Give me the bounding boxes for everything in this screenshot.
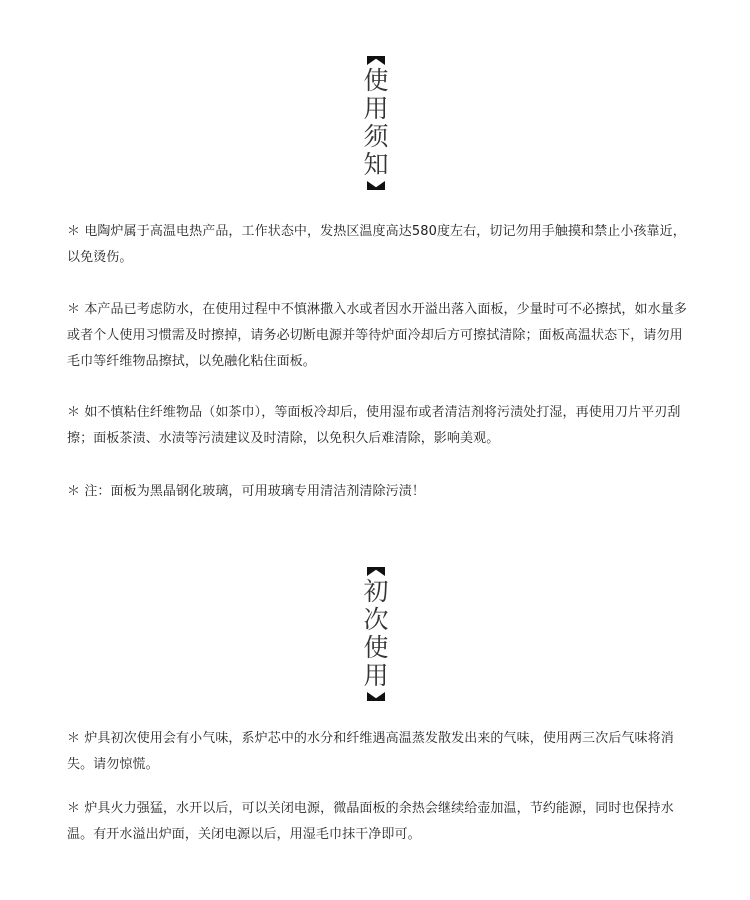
heading-char: 用 [363, 661, 389, 690]
section-heading-first-use [361, 567, 391, 701]
heading-char: 使 [363, 633, 389, 662]
bracket-bottom-icon [367, 692, 385, 701]
heading-char: 次 [363, 605, 389, 634]
heading-text [363, 65, 388, 181]
heading-char: 初 [363, 577, 389, 606]
heading-char: 使 [363, 66, 389, 95]
heading-text [363, 576, 388, 692]
heading-char: 知 [363, 150, 389, 179]
paragraph-fiber-cleaning: ＊ 如不慎粘住纤维物品（如茶巾），等面板冷却后，使用湿布或者清洁剂将污渍处打湿，再使用刀片平刃刮擦；面板茶渍、水渍等污渍建议及时清除，以免积久后难清除，影响美观。 [67, 405, 681, 446]
bracket-bottom-icon [367, 181, 385, 190]
bracket-top-icon [367, 567, 385, 576]
paragraph-panel-note: ＊ 注：面板为黑晶钢化玻璃，可用玻璃专用清洁剂清除污渍！ [67, 484, 425, 499]
bracket-top-icon [367, 56, 385, 65]
heading-char: 须 [363, 122, 389, 151]
section-heading-usage-notes [361, 56, 391, 190]
paragraph-waterproof: ＊ 本产品已考虑防水，在使用过程中不慎淋撒入水或者因水开溢出落入面板，少量时可不必擦拭，如水量多或者个人使用习惯需及时擦掉，请务必切断电源并等待炉面冷却后方可擦拭清除；面板高温状态下，请勿用毛巾等纤维物品擦拭，以免融化粘住面板。 [67, 302, 687, 369]
paragraph-residual-heat: ＊ 炉具火力强猛，水开以后，可以关闭电源，微晶面板的余热会继续给壶加温，节约能源，同时也保持水温。有开水溢出炉面，关闭电源以后，用湿毛巾抹干净即可。 [67, 801, 674, 842]
heading-char: 用 [363, 94, 389, 123]
paragraph-high-temp-warning: ＊ 电陶炉属于高温电热产品，工作状态中，发热区温度高达580度左右，切记勿用手触摸和禁止小孩靠近，以免烫伤。 [67, 224, 686, 265]
paragraph-first-use-odor: ＊ 炉具初次使用会有小气味，系炉芯中的水分和纤维遇高温蒸发散发出来的气味，使用两三次后气味将消失。请勿惊慌。 [67, 731, 674, 772]
